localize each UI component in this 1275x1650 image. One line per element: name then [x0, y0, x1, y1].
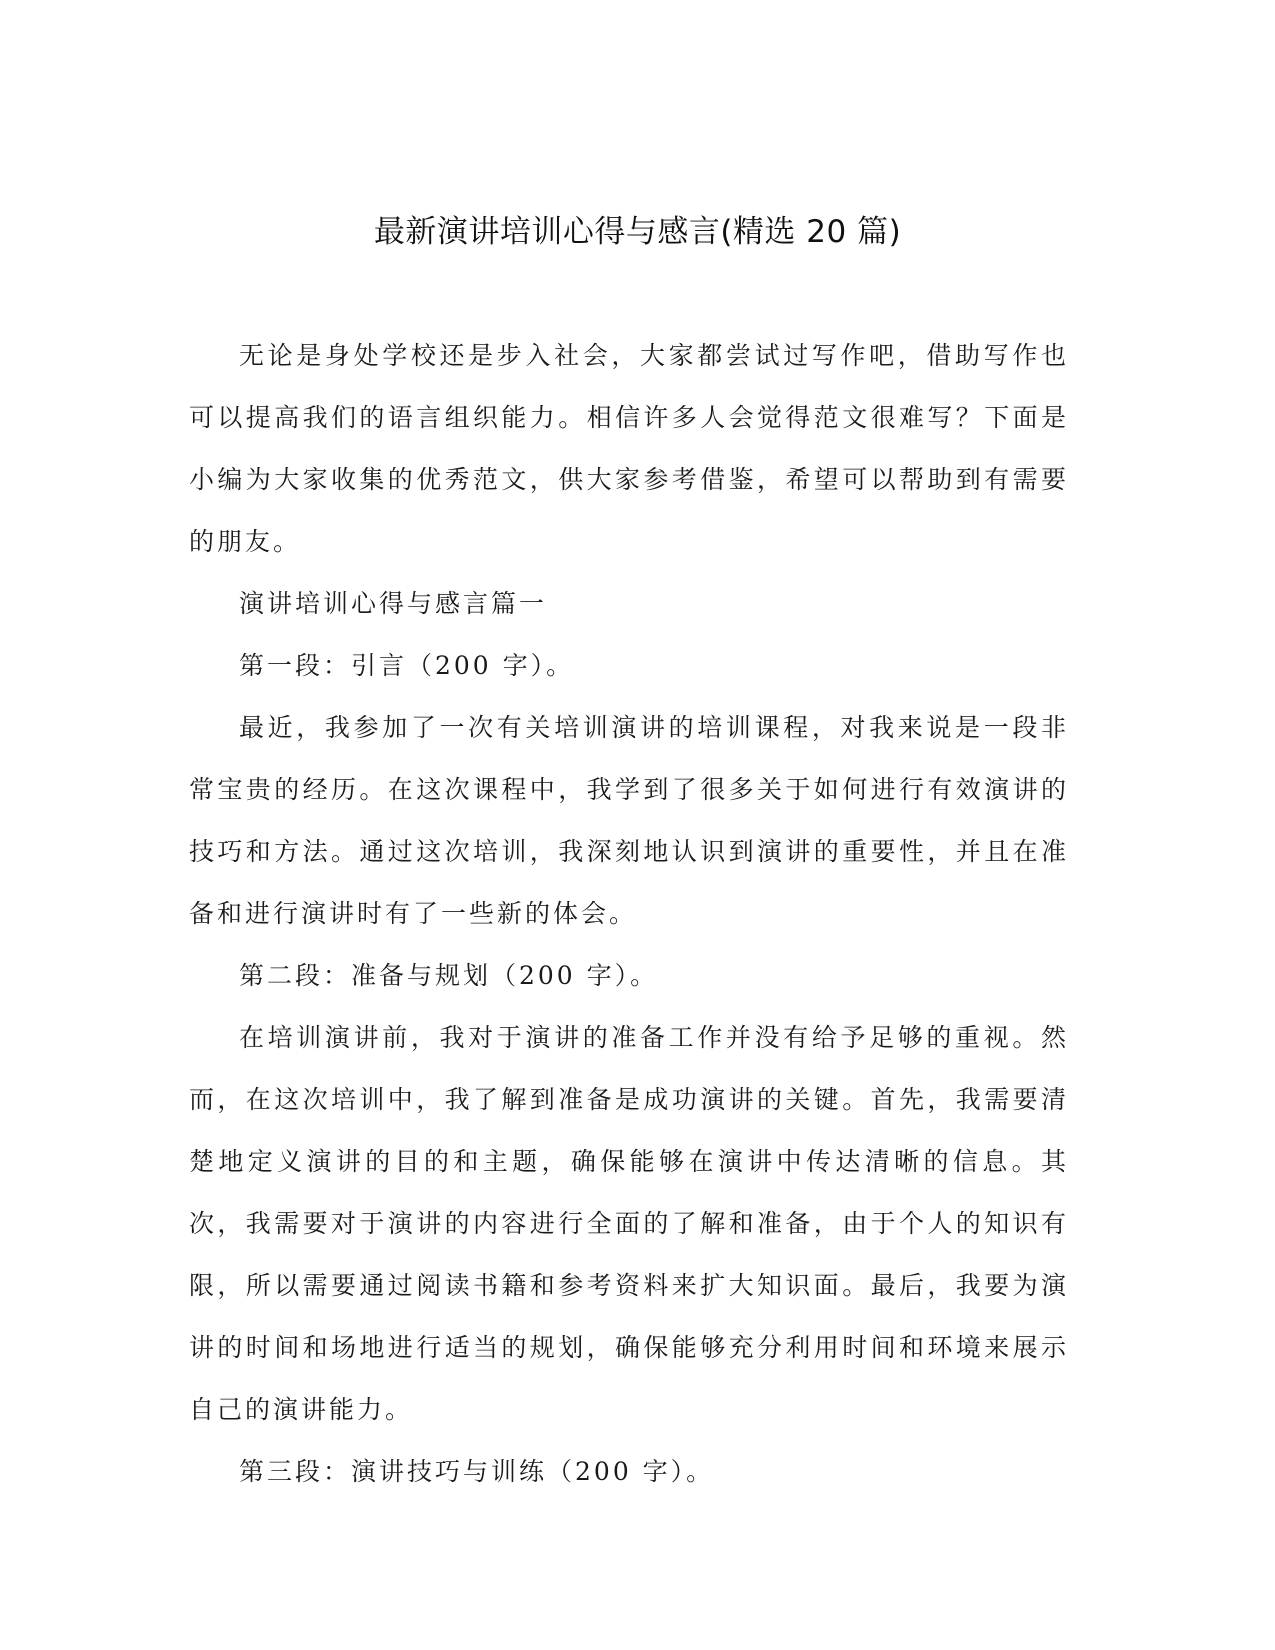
- intro-paragraph: 无论是身处学校还是步入社会，大家都尝试过写作吧，借助写作也可以提高我们的语言组织能力。相信许多人会觉得范文很难写？下面是小编为大家收集的优秀范文，供大家参考借鉴，希望可以帮助到有需要的朋友。: [189, 341, 1069, 556]
- section-heading-part-one: 第一段：引言（200 字）。: [239, 651, 575, 680]
- body-paragraph-part-one: 最近，我参加了一次有关培训演讲的培训课程，对我来说是一段非常宝贵的经历。在这次课程中，我学到了很多关于如何进行有效演讲的技巧和方法。通过这次培训，我深刻地认识到演讲的重要性，并且在准备和进行演讲时有了一些新的体会。: [189, 713, 1069, 928]
- body-paragraph-part-two: 在培训演讲前，我对于演讲的准备工作并没有给予足够的重视。然而，在这次培训中，我了解到准备是成功演讲的关键。首先，我需要清楚地定义演讲的目的和主题，确保能够在演讲中传达清晰的信息。其次，我需要对于演讲的内容进行全面的了解和准备，由于个人的知识有限，所以需要通过阅读书籍和参考资料来扩大知识面。最后，我要为演讲的时间和场地进行适当的规划，确保能够充分利用时间和环境来展示自己的演讲能力。: [189, 1023, 1069, 1424]
- document-title: 最新演讲培训心得与感言(精选 20 篇): [373, 214, 902, 250]
- document-body: [189, 325, 1069, 1503]
- section-heading-part-three: 第三段：演讲技巧与训练（200 字）。: [239, 1457, 715, 1486]
- section-heading-article-one: 演讲培训心得与感言篇一: [239, 589, 548, 618]
- section-heading-part-two: 第二段：准备与规划（200 字）。: [239, 961, 659, 990]
